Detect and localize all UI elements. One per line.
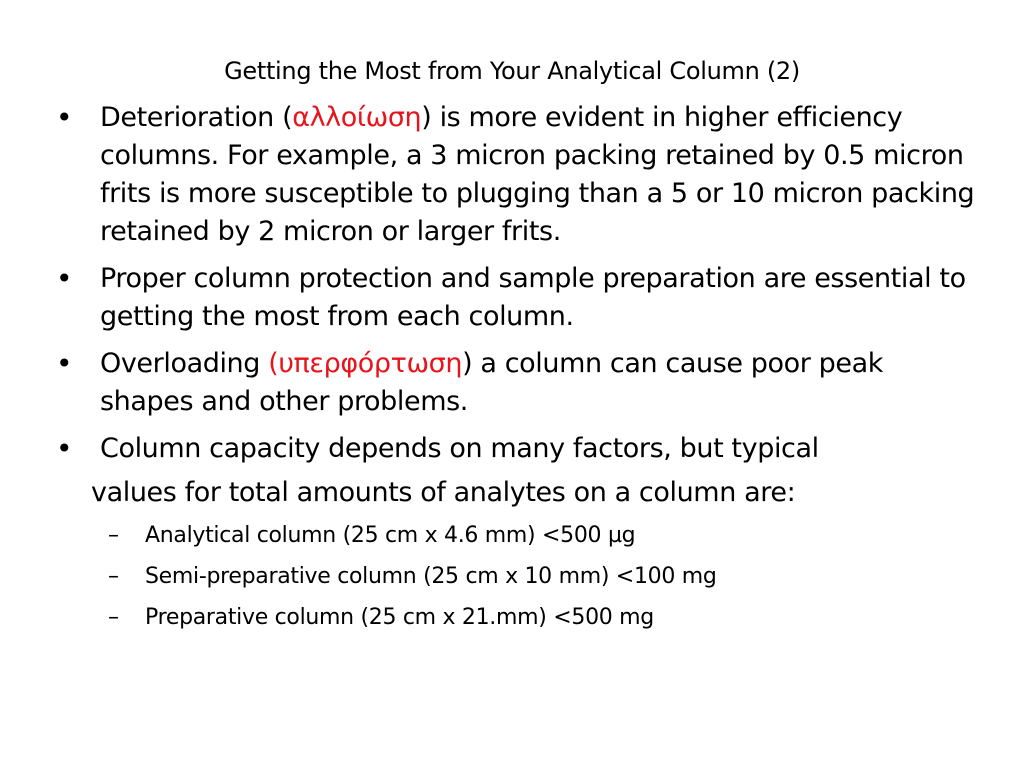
sub-item-analytical (108, 521, 982, 551)
bullet-list (52, 99, 982, 644)
bullet-dot-icon: • (56, 432, 73, 465)
sub-item-semi-preparative (108, 562, 982, 592)
bullet-text: Overloading (100, 348, 269, 379)
slide-title: Getting the Most from Your Analytical Column (2) (224, 57, 800, 85)
dash-icon: – (108, 564, 119, 589)
bullet-text: ) is more evident in higher efficiency columns. For example, a 3 micron packing retained by 0.5 micron frits is more susceptible to plugging than a 5 or 10 micron packing retained by 2 micron or larger frits. (100, 102, 975, 247)
sub-item-text: Analytical column (25 cm x 4.6 mm) <500 µg (145, 523, 636, 548)
bullet-item-overloading (52, 345, 982, 421)
bullet-dot-icon: • (56, 347, 73, 380)
bullet-item-column-capacity (52, 430, 982, 512)
dash-icon: – (108, 605, 119, 630)
bullet-dot-icon: • (56, 262, 73, 295)
sub-list (108, 521, 982, 633)
bullet-continuation: values for total amounts of analytes on a column are: (91, 477, 796, 508)
sub-item-preparative (108, 603, 982, 633)
bullet-text: Proper column protection and sample preparation are essential to getting the most from each column. (100, 263, 966, 332)
bullet-item-deterioration (52, 99, 982, 251)
dash-icon: – (108, 523, 119, 548)
bullet-item-column-protection (52, 260, 982, 336)
greek-term: αλλοίωση (292, 102, 422, 133)
sub-item-text: Preparative column (25 cm x 21.mm) <500 mg (145, 605, 654, 630)
bullet-text: Deterioration ( (100, 102, 293, 133)
bullet-dot-icon: • (56, 101, 73, 134)
greek-term: (υπερφόρτωση (268, 348, 463, 379)
bullet-text: ) a column can cause poor peak shapes and other problems. (100, 348, 883, 417)
sub-item-text: Semi-preparative column (25 cm x 10 mm) <100 mg (145, 564, 717, 589)
bullet-text: Column capacity depends on many factors, but typical (100, 433, 819, 464)
